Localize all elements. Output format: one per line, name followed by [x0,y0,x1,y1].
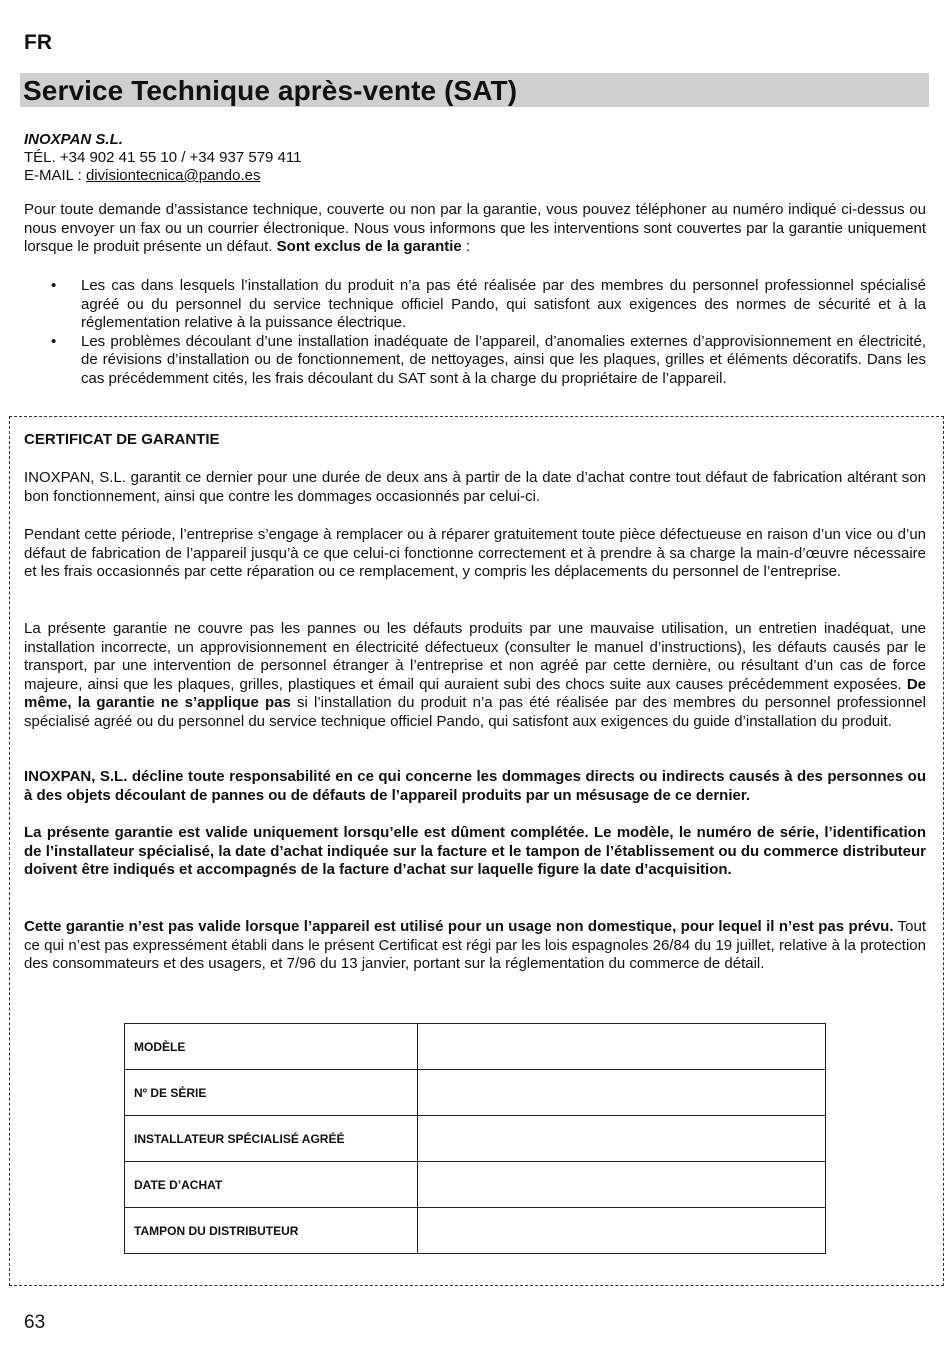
email-prefix: E-MAIL : [24,167,86,184]
paragraph-6-end: Tout ce qui n’est pas expressément établi dans le présent Certificat est régi par les lois espagnoles 26/84 du 19 juillet, relative à la protection des consommateurs et des usagers, et 7/96 du 13 janvier, portant sur la réglementation du commerce de détail. [24,918,926,973]
certificate-paragraph-3 [24,620,926,732]
exclusions-suffix: : [461,238,471,256]
bullet-glyph: • [51,332,57,350]
page-number: 63 [24,1312,46,1333]
form-field-model[interactable] [418,1024,826,1070]
list-item-text: Les cas dans lesquels l’installation du produit n’a pas été réalisée par des membres du personnel professionnel spécialisé agréé ou du personnel du service technique officiel Pando, qui satisfont aux exigences des normes de sécurité et à la réglementation relative à la puissance électrique. [81,277,926,332]
form-field-distributor-stamp[interactable] [418,1208,826,1254]
phone-numbers: TÉL. +34 902 41 55 10 / +34 937 579 411 [24,149,302,166]
table-row [125,1024,826,1070]
table-row [125,1070,826,1116]
section-title: Service Technique après-vente (SAT) [23,75,518,106]
form-field-installer[interactable] [418,1116,826,1162]
list-item-text: Les problèmes découlant d’une installation inadéquate de l’appareil, d’anomalies externes d’approvisionnement en électricité, de révisions d’installation ou de fonctionnement, de nettoyages, ainsi que les plaques, grilles et éléments décoratifs. Dans les cas précédemment cités, les frais découlant du SAT sont à la charge du propriétaire de l’appareil. [81,332,926,387]
certificate-paragraph-5: La présente garantie est valide uniquement lorsqu’elle est dûment complétée. Le modèle, le numéro de série, l’identification de l’installateur spécialisé, la date d’achat indiquée sur la facture et le tampon de l’établissement ou du commerce distributeur doivent être indiqués et accompagnés de la facture d’achat sur laquelle figure la date d’acquisition. [24,824,926,879]
exclusions-label: Sont exclus de la garantie [276,238,462,256]
certificate-paragraph-2: Pendant cette période, l’entreprise s’engage à remplacer ou à réparer gratuitement toute pièce défectueuse en raison d’un vice ou d’un défaut de fabrication de l’appareil jusqu’à ce que celui-ci fonctionne correctement et à prendre à sa charge la main-d’œuvre nécessaire et les frais occasionnés par cette réparation ou ce remplacement, y compris les déplacements du personnel de l’entreprise. [24,526,926,581]
paragraph-3-bold: De même, la garantie ne s’applique pas [24,675,926,712]
email-link[interactable]: divisiontecnica@pando.es [85,167,261,184]
exclusions-list [24,277,926,389]
certificate-paragraph-4: INOXPAN, S.L. décline toute responsabilité en ce qui concerne les dommages directs ou indirects causés à des personnes ou à des objets découlant de pannes ou de défauts de l’appareil produits par un mésusage de ce dernier. [24,768,926,804]
paragraph-6-bold: Cette garantie n’est pas valide lorsque l’appareil est utilisé pour un usage non domestique, pour lequel il n’est pas prévu. [24,918,894,935]
intro-text: Pour toute demande d’assistance technique, couverte ou non par la garantie, vous pouvez téléphoner au numéro indiqué ci-dessus ou nous envoyer un fax ou un courrier électronique. Nous vous informons que les interventions sont couvertes par la garantie uniquement lorsque le produit présente un défaut. [24,201,926,256]
form-label-serial-number: Nº DE SÉRIE [125,1070,418,1116]
intro-paragraph [24,201,926,257]
form-field-serial-number[interactable] [418,1070,826,1116]
form-label-model: MODÈLE [125,1024,418,1070]
certificate-paragraph-1: INOXPAN, S.L. garantit ce dernier pour une durée de deux ans à partir de la date d’achat contre tout défaut de fabrication altérant son bon fonctionnement, ainsi que contre les dommages occasionnés par celui-ci. [24,469,926,505]
section-title-bar [20,73,929,107]
table-row [125,1116,826,1162]
bullet-glyph: • [51,277,57,294]
form-label-distributor-stamp: TAMPON DU DISTRIBUTEUR [125,1208,418,1254]
company-name: INOXPAN S.L. [24,131,123,148]
paragraph-3-end: si l’installation du produit n’a pas été réalisée par des membres du personnel professionnel spécialisé agréé ou du personnel du service technique officiel Pando, qui satisfont aux exigences du guide d’installation du produit. [24,694,926,730]
contact-block [24,131,301,185]
form-field-purchase-date[interactable] [418,1162,826,1208]
email-line [24,167,301,185]
certificate-paragraph-6 [24,918,926,974]
warranty-form-table [124,1023,826,1254]
list-item [24,277,926,333]
paragraph-3-start: La présente garantie ne couvre pas les pannes ou les défauts produits par une mauvaise utilisation, un entretien inadéquat, une installation incorrecte, un approvisionnement en électricité défectueux (consulter le manuel d’instructions), les défauts causés par le transport, par une intervention de personnel étranger à l’entreprise et non agréé par cette dernière, ou résultant d’un cas de force majeure, ainsi que les plaques, grilles, plastiques et émail qui auraient subi des chocs suite aux causes précédemment exposées. [24,620,926,693]
certificate-title: CERTIFICAT DE GARANTIE [24,431,220,448]
table-row [125,1162,826,1208]
language-code: FR [24,31,52,54]
form-label-purchase-date: DATE D’ACHAT [125,1162,418,1208]
table-row [125,1208,826,1254]
form-label-installer: INSTALLATEUR SPÉCIALISÉ AGRÉÉ [125,1116,418,1162]
list-item [24,333,926,389]
